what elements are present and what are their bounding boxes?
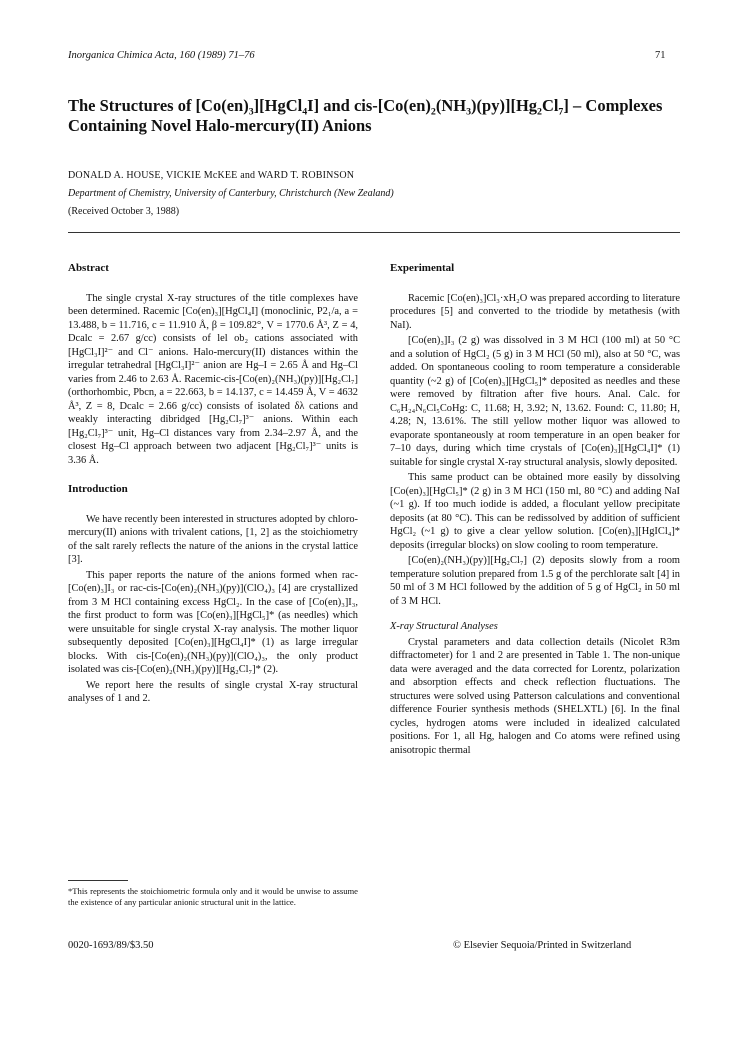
received-date: (Received October 3, 1988) xyxy=(68,206,180,217)
affiliation: Department of Chemistry, University of Canterbury, Christchurch (New Zealand) xyxy=(68,188,394,199)
left-column xyxy=(68,262,358,708)
footnote-divider xyxy=(68,880,128,881)
issn-code: 0020-1693/89/$3.50 xyxy=(68,940,154,951)
page-number: 71 xyxy=(655,50,666,61)
experimental-paragraph: This same product can be obtained more easily by dissolving [Co(en)₃][HgCl₅]* (2 g) in 3 M HCl (150 ml, 80 °C) and adding NaI (~1 g). If too much iodide is added, a floculant yellow precipitate deposits (at 80 °C). This can be redissolved by addition of sufficient HgCl₂ (~1 g) to give a clear yellow solution. [Co(en)₃][HgICl₄]* deposits (irregular blocks) on slow cooling to room temperature. xyxy=(390,472,680,551)
introduction-paragraph: This paper reports the nature of the anions formed when rac-[Co(en)₃]I₃ or rac-cis-[Co(en)₂(NH₃)(py)](ClO₄)₃ [4] are crystallized from 3 M HCl containing excess HgCl₂. In the case of [Co(en)₃]I₃, the first product to form was [Co(en)₃][HgCl₅]* (as needles) which were unsuitable for single crystal X-ray analysis. The mother liquor subsequently deposited [Co(en)₃][HgCl₄I]* (1) as large irregular blocks. With cis-[Co(en)₂(NH₃)(py)](ClO₄)₃, the only product isolated was cis-[Co(en)₂(NH₃)(py)][Hg₂Cl₇]* (2). xyxy=(68,569,358,675)
introduction-heading: Introduction xyxy=(68,483,128,495)
header-divider xyxy=(68,232,680,233)
experimental-heading: Experimental xyxy=(390,262,455,274)
xray-subheading: X-ray Structural Analyses xyxy=(390,621,498,632)
abstract-heading: Abstract xyxy=(68,262,109,274)
footnote: *This represents the stoichiometric formula only and it would be unwise to assume the existence of any particular anionic structural unit in the lattice. xyxy=(68,886,358,907)
publisher-notice: © Elsevier Sequoia/Printed in Switzerland xyxy=(453,940,632,951)
experimental-paragraph: [Co(en)₃]I₃ (2 g) was dissolved in 3 M HCl (100 ml) at 50 °C and a solution of HgCl₂ (5 g) in 3 M HCl (50 ml), also at 50 °C, was added. On spontaneous cooling to room temperature a considerable quantity (~2 g) of [Co(en)₃][HgCl₅]* deposited as needles and these were removed by filtration after five hours. Anal. Calc. for C₆H₂₄N₆Cl₅CoHg: C, 11.68; H, 3.92; N, 13.62. Found: C, 11.80; H, 4.28; N, 13.61%. The still yellow mother liquor was allowed to evaporate spontaneously at room temperature in an open beaker for 7–10 days, during which time crystals of [Co(en)₃][HgCl₄I]* (1) suitable for single crystal X-ray structural analysis, slowly deposited. xyxy=(390,335,680,468)
abstract-text: The single crystal X-ray structures of the title complexes have been determined. Racemic [Co(en)₃][HgCl₄I] (monoclinic, P2₁/a, a = 13.488, b = 11.716, c = 11.910 Å, β = 109.82°, V = 1770.6 Å³, Z = 4, Dcalc = 2.67 g/cc) consists of lel ob₂ cations associated with [HgCl₃I]²⁻ and Cl⁻ anions. Halo-mercury(II) distances within the irregular tetrahedral [HgCl₃I]²⁻ anion are Hg–I = 2.65 Å and Hg–Cl varies from 2.46 to 2.63 Å. Racemic-cis-[Co(en)₂(NH₃)(py)][Hg₂Cl₇] (orthorhombic, Pbcn, a = 22.663, b = 14.137, c = 14.459 Å, V = 4632 Å³, Z = 8, Dcalc = 2.66 g/cc) consists of isolated δλ cations and weakly interacting dibridged [Hg₂Cl₇]³⁻ anions. Within each [Hg₂Cl₇]³⁻ unit, Hg–Cl distances vary from 2.34–2.97 Å, and the closest Hg–Cl approach between two adjacent [Hg₂Cl₇]³⁻ units is 3.36 Å. xyxy=(68,292,358,466)
experimental-paragraph: [Co(en)₂(NH₃)(py)][Hg₂Cl₇] (2) deposits slowly from a room temperature solution prepared from 1.5 g of the perchlorate salt [4] in 50 ml of 3 M HCl followed by the addition of 5 g of HgCl₂ in 50 ml of 3 M HCl. xyxy=(390,555,680,607)
experimental-paragraph: Racemic [Co(en)₃]Cl₃·xH₂O was prepared according to literature procedures [5] and converted to the triodide by metathesis (with NaI). xyxy=(390,292,680,331)
introduction-paragraph: We report here the results of single crystal X-ray structural analyses of 1 and 2. xyxy=(68,679,358,704)
journal-citation: Inorganica Chimica Acta, 160 (1989) 71–76 xyxy=(68,50,255,61)
introduction-paragraph: We have recently been interested in structures adopted by chloro-mercury(II) anions with trivalent cations, [1, 2] as the stoichiometry of the salt rarely reflects the nature of the anions in the crystal lattice [3]. xyxy=(68,513,358,565)
right-column xyxy=(390,262,680,759)
author-list: DONALD A. HOUSE, VICKIE McKEE and WARD T. ROBINSON xyxy=(68,170,355,181)
experimental-paragraph: Crystal parameters and data collection details (Nicolet R3m diffractometer) for 1 and 2 are presented in Table 1. The non-unique data were averaged and the data corrected for Lorentz, polarization and absorption effects and check reflection fluctuations. The structures were solved using Patterson calculations and conventional difference Fourier synthesis methods (SHELXTL) [6]. In the final cycles, hydrogen atoms were included in idealized calculated positions. For 1, all Hg, halogen and Co atoms were refined using anisotropic thermal xyxy=(390,636,680,756)
article-title: The Structures of [Co(en)₃][HgCl₄I] and cis-[Co(en)₂(NH₃)(py)][Hg₂Cl₇] – Complexes Containing Novel Halo-mercury(II) Anions xyxy=(68,96,663,135)
